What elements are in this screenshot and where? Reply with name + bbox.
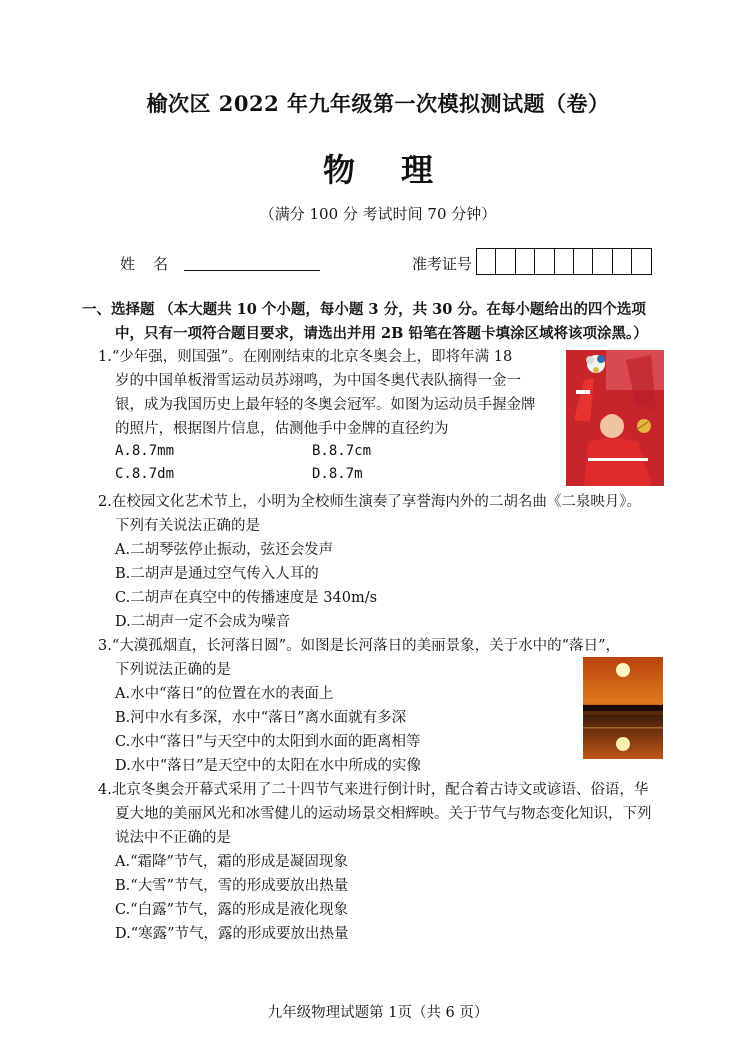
name-field[interactable] xyxy=(184,270,320,271)
id-box[interactable] xyxy=(555,249,574,274)
q3-option-d: D.水中“落日”是天空中的太阳在水中所成的实像 xyxy=(115,758,422,774)
q1-option-b: B.8.7cm xyxy=(312,443,372,459)
q4-line2: 夏大地的美丽风光和冰雪健儿的运动场景交相辉映。关于节气与物态变化知识，下列 xyxy=(115,806,652,822)
q3-line2: 下列说法正确的是 xyxy=(115,662,231,678)
q1-option-a: A.8.7mm xyxy=(115,443,175,459)
section-instructions-1: （本大题共 10 个小题，每小题 3 分，共 30 分。在每小题给出的四个选项 xyxy=(159,301,646,318)
q1-line2: 岁的中国单板滑雪运动员苏翊鸣，为中国冬奥代表队摘得一金一 xyxy=(115,373,521,389)
q2-line2: 下列有关说法正确的是 xyxy=(115,518,260,534)
id-box[interactable] xyxy=(535,249,554,274)
exam-title: 榆次区 2022 年九年级第一次模拟测试题（卷） xyxy=(146,91,610,116)
q2-line1: 2.在校园文化艺术节上，小明为全校师生演奏了享誉海内外的二胡名曲《二泉映月》。 xyxy=(98,494,642,510)
name-label: 姓名 xyxy=(120,255,187,273)
q2-option-c: C.二胡声在真空中的传播速度是 340m/s xyxy=(115,590,378,606)
q4-option-b: B.“大雪”节气，雪的形成要放出热量 xyxy=(115,878,349,894)
q2-option-b: B.二胡声是通过空气传入人耳的 xyxy=(115,566,319,582)
q2-option-d: D.二胡声一定不会成为噪音 xyxy=(115,614,291,630)
q3-option-b: B.河中水有多深，水中“落日”离水面就有多深 xyxy=(115,710,407,726)
id-box[interactable] xyxy=(613,249,632,274)
q1-line1: 1.“少年强，则国强”。在刚刚结束的北京冬奥会上，即将年满 18 xyxy=(98,349,513,365)
athlete-photo xyxy=(566,350,664,486)
q3-option-c: C.水中“落日”与天空中的太阳到水面的距离相等 xyxy=(115,734,421,750)
q4-option-d: D.“寒露”节气，露的形成要放出热量 xyxy=(115,926,349,942)
q1-option-d: D.8.7m xyxy=(312,466,363,482)
section-heading xyxy=(82,298,672,322)
q1-option-c: C.8.7dm xyxy=(115,466,175,482)
id-boxes[interactable] xyxy=(476,248,652,275)
q4-line1: 4.北京冬奥会开幕式采用了二十四节气来进行倒计时，配合着古诗文或谚语、俗语，华 xyxy=(98,782,649,798)
id-label: 准考证号 xyxy=(412,255,473,273)
section-instructions-2: 中，只有一项符合题目要求，请选出并用 2B 铅笔在答题卡填涂区域将该项涂黑。） xyxy=(115,325,648,342)
q1-line4: 的照片，根据图片信息，估测他手中金牌的直径约为 xyxy=(115,421,449,437)
sunset-photo xyxy=(583,657,663,759)
exam-meta: （满分 100 分 考试时间 70 分钟） xyxy=(259,205,497,223)
id-box[interactable] xyxy=(593,249,612,274)
q1-line3: 银，成为我国历史上最年轻的冬奥会冠军。如图为运动员手握金牌 xyxy=(115,397,536,413)
q3-line1: 3.“大漠孤烟直，长河落日圆”。如图是长河落日的美丽景象，关于水中的“落日”， xyxy=(98,638,620,654)
id-box[interactable] xyxy=(516,249,535,274)
id-box[interactable] xyxy=(496,249,515,274)
section-title: 一、选择题 xyxy=(82,301,155,318)
q4-option-a: A.“霜降”节气，霜的形成是凝固现象 xyxy=(115,854,348,870)
q4-option-c: C.“白露”节气，露的形成是液化现象 xyxy=(115,902,349,918)
q4-line3: 说法中不正确的是 xyxy=(115,830,231,846)
id-box[interactable] xyxy=(574,249,593,274)
id-box[interactable] xyxy=(632,249,650,274)
page-footer: 九年级物理试题第 1页（共 6 页） xyxy=(267,1005,489,1021)
subject-title: 物理 xyxy=(322,151,479,189)
q3-option-a: A.水中“落日”的位置在水的表面上 xyxy=(115,686,334,702)
id-box[interactable] xyxy=(477,249,496,274)
q2-option-a: A.二胡琴弦停止振动，弦还会发声 xyxy=(115,542,334,558)
